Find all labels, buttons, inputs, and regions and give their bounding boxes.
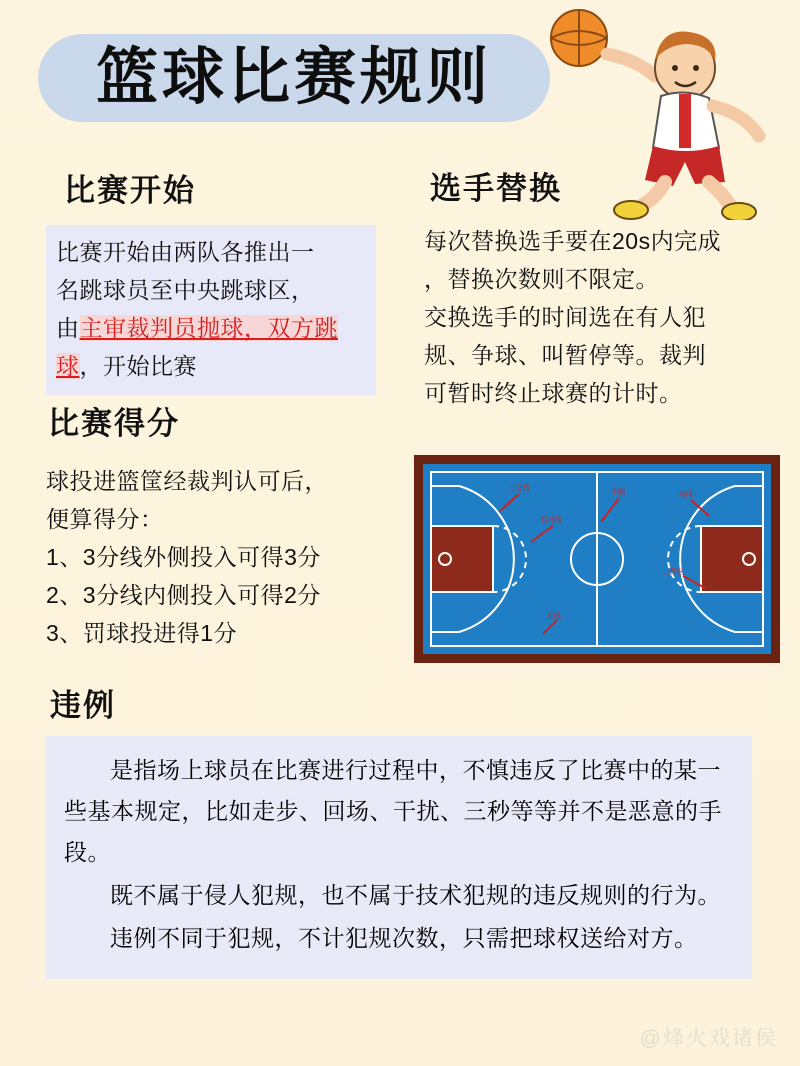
watermark: @烽火戏诸侯 (639, 1027, 778, 1050)
start-line-4-highlight: 球 (56, 353, 80, 379)
violation-paragraph: 违例不同于犯规，不计犯规次数，只需把球权送给对方。 (110, 925, 698, 951)
basketball-player-illustration (533, 2, 793, 220)
scoring-line: 球投进篮筐经裁判认可后， (46, 468, 328, 494)
svg-text:三秒区: 三秒区 (663, 569, 684, 576)
substitution-line: 交换选手的时间选在有人犯 (424, 304, 706, 330)
substitution-line: 规、争球、叫暂停等。裁判 (424, 342, 706, 368)
start-line-3 (56, 309, 366, 347)
start-line-1: 比赛开始由两队各推出一 (56, 239, 315, 265)
section-body-violation (46, 736, 752, 979)
section-body-substitution (424, 222, 780, 412)
section-heading-scoring: 比赛得分 (48, 406, 180, 441)
svg-text:三分线: 三分线 (509, 485, 530, 492)
section-body-scoring (46, 462, 406, 652)
substitution-line: ，替换次数则不限定。 (424, 266, 659, 292)
section-heading-start: 比赛开始 (64, 173, 196, 208)
violation-paragraph: 既不属于侵人犯规，也不属于技术犯规的违反规则的行为。 (110, 882, 721, 908)
scoring-line: 2、3分线内侧投入可得2分 (46, 582, 321, 608)
svg-text:底线: 底线 (547, 613, 561, 620)
substitution-line: 每次替换选手要在20s内完成 (424, 228, 722, 254)
start-line-3-prefix: 由 (56, 315, 80, 341)
section-body-start (46, 225, 376, 395)
svg-text:中圈: 中圈 (611, 489, 625, 496)
section-heading-substitution: 选手替换 (430, 171, 562, 206)
start-line-2: 名跳球员至中央跳球区， (56, 277, 315, 303)
page-title: 篮球比赛规则 (95, 43, 492, 112)
basketball-court-diagram (414, 455, 780, 663)
violation-paragraph: 是指场上球员在比赛进行过程中，不慎违反了比赛中的某一些基本规定，比如走步、回场、干扰、三秒等等并不是恶意的手段。 (64, 757, 722, 865)
svg-text:罚球线: 罚球线 (541, 517, 562, 524)
svg-text:边线: 边线 (679, 491, 693, 498)
substitution-line: 可暂时终止球赛的计时。 (424, 380, 683, 406)
section-heading-violation: 违例 (50, 688, 116, 723)
start-line-4-suffix: ，开始比赛 (79, 353, 197, 379)
court-surface (423, 464, 771, 654)
scoring-line: 3、罚球投进得1分 (46, 620, 238, 646)
start-line-3-highlight: 主审裁判员抛球，双方跳 (79, 315, 338, 341)
scoring-line: 便算得分： (46, 506, 164, 532)
page-title-pill (38, 34, 550, 122)
start-line-4 (56, 347, 366, 385)
scoring-line: 1、3分线外侧投入可得3分 (46, 544, 321, 570)
